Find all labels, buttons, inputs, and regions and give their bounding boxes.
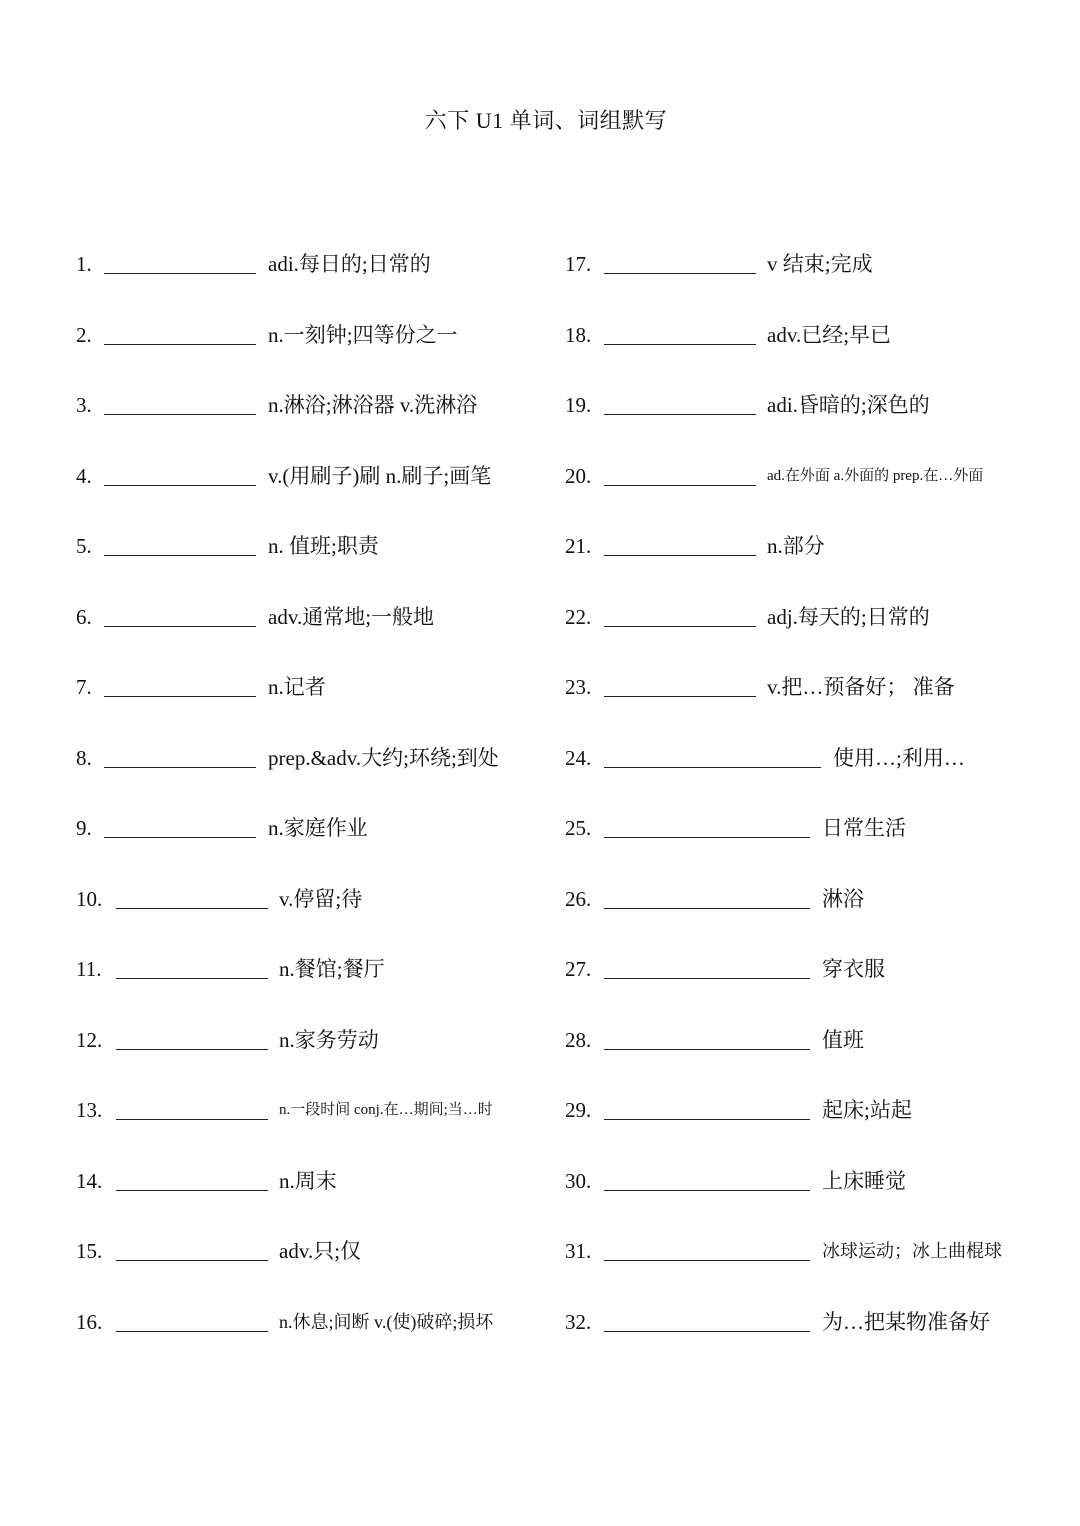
item-definition: n.部分 [767,534,825,558]
answer-blank[interactable] [116,1309,268,1332]
item-number: 11. [76,957,102,981]
item-number: 30. [565,1168,592,1193]
item-number: 22. [565,604,592,629]
item-number: 7. [76,675,92,699]
answer-blank[interactable] [104,674,256,697]
answer-blank[interactable] [604,1027,810,1050]
answer-blank[interactable] [116,1027,268,1050]
item-definition: 淋浴 [822,886,864,911]
item-definition: n.一刻钟;四等份之一 [268,322,458,347]
list-item [565,601,930,633]
item-definition: n.休息;间断 v.(使)破碎;损坏 [279,1311,494,1332]
list-item [565,1165,906,1197]
item-definition: n.周末 [279,1168,337,1193]
item-number: 24. [565,745,592,770]
item-definition: adv.通常地;一般地 [268,604,435,629]
item-definition: 冰球运动；冰上曲棍球 [822,1241,1002,1261]
answer-blank[interactable] [604,1309,810,1332]
answer-blank[interactable] [604,1168,810,1191]
list-item [565,883,864,915]
item-definition: 为…把某物准备好 [822,1309,990,1334]
item-definition: adi.昏暗的;深色的 [767,393,930,417]
list-item [76,530,379,562]
item-number: 18. [565,322,592,347]
list-item [76,389,477,421]
list-item [76,248,431,280]
list-item [76,460,491,492]
item-number: 8. [76,745,92,770]
answer-blank[interactable] [104,745,256,768]
item-definition: adv.只;仅 [279,1239,362,1263]
list-item [565,530,825,562]
item-number: 2. [76,322,92,347]
list-item [565,319,891,351]
answer-blank[interactable] [604,886,810,909]
answer-blank[interactable] [104,463,256,486]
item-number: 14. [76,1168,103,1193]
item-number: 5. [76,534,92,558]
list-item [565,1306,990,1338]
item-number: 32. [565,1309,592,1334]
answer-blank[interactable] [604,674,756,697]
item-definition: 上床睡觉 [822,1168,906,1193]
item-number: 27. [565,957,592,981]
answer-blank[interactable] [116,1097,268,1120]
list-item [76,601,434,633]
item-definition: v.(用刷子)刷 n.刷子;画笔 [268,463,492,488]
answer-blank[interactable] [604,322,756,345]
item-definition: 起床;站起 [822,1098,912,1122]
answer-blank[interactable] [104,533,256,556]
answer-blank[interactable] [604,815,810,838]
answer-blank[interactable] [104,322,256,345]
list-item [565,671,955,703]
item-definition: n.一段时间 conj.在…期间;当…时 [279,1102,493,1118]
item-number: 4. [76,463,92,488]
list-item [76,1094,493,1126]
answer-blank[interactable] [104,392,256,415]
answer-blank[interactable] [116,956,268,979]
item-number: 10. [76,886,103,911]
item-number: 12. [76,1027,103,1052]
item-definition: v 结束;完成 [767,252,873,276]
list-item [565,1094,912,1126]
item-number: 19. [565,393,592,417]
item-number: 21. [565,534,592,558]
answer-blank[interactable] [116,886,268,909]
list-item [565,742,965,774]
answer-blank[interactable] [604,745,821,768]
answer-blank[interactable] [104,251,256,274]
answer-blank[interactable] [604,604,756,627]
item-number: 26. [565,886,592,911]
list-item [565,953,885,985]
list-item [76,1024,379,1056]
answer-blank[interactable] [604,533,756,556]
answer-blank[interactable] [604,956,810,979]
list-item [565,1024,864,1056]
list-item [565,812,906,844]
item-definition: 值班 [822,1027,864,1052]
item-definition: v.把…预备好； 准备 [767,675,955,699]
answer-blank[interactable] [104,604,256,627]
item-definition: adi.每日的;日常的 [268,252,431,276]
list-item [76,953,385,985]
list-item [76,1306,493,1338]
list-item [76,1165,337,1197]
list-item [76,812,368,844]
page-title: 六下 U1 单词、词组默写 [424,108,668,133]
list-item [565,248,873,280]
item-definition: prep.&adv.大约;环绕;到处 [268,745,499,770]
list-item [76,1235,361,1267]
item-definition: 日常生活 [822,816,906,840]
answer-blank[interactable] [116,1238,268,1261]
item-definition: v.停留;待 [279,886,363,911]
item-number: 13. [76,1098,103,1122]
item-number: 3. [76,393,92,417]
item-number: 23. [565,675,592,699]
list-item [76,319,458,351]
answer-blank[interactable] [604,463,756,486]
list-item [565,1235,1002,1267]
item-definition: n. 值班;职责 [268,534,379,558]
item-definition: n.家务劳动 [279,1027,379,1052]
item-number: 9. [76,816,92,840]
answer-blank[interactable] [604,1238,810,1261]
item-definition: n.家庭作业 [268,816,368,840]
answer-blank[interactable] [604,392,756,415]
list-item [565,460,983,492]
answer-blank[interactable] [604,1097,810,1120]
item-number: 29. [565,1098,592,1122]
item-number: 1. [76,252,92,276]
item-definition: n.淋浴;淋浴器 v.洗淋浴 [268,393,478,417]
list-item [76,671,326,703]
item-number: 20. [565,463,592,488]
list-item [565,389,930,421]
item-definition: n.餐馆;餐厅 [279,957,385,981]
answer-blank[interactable] [104,815,256,838]
item-number: 6. [76,604,92,629]
list-item [76,742,499,774]
item-definition: adv.已经;早已 [767,322,892,347]
item-definition: n.记者 [268,675,326,699]
item-definition: 使用…;利用… [833,745,965,770]
item-number: 15. [76,1239,103,1263]
item-number: 31. [565,1239,592,1263]
item-number: 25. [565,816,592,840]
item-definition: 穿衣服 [822,957,885,981]
item-number: 17. [565,252,592,276]
answer-blank[interactable] [604,251,756,274]
item-number: 16. [76,1309,103,1334]
list-item [76,883,362,915]
item-number: 28. [565,1027,592,1052]
item-definition: ad.在外面 a.外面的 prep.在…外面 [767,467,984,484]
answer-blank[interactable] [116,1168,268,1191]
item-definition: adj.每天的;日常的 [767,604,930,629]
